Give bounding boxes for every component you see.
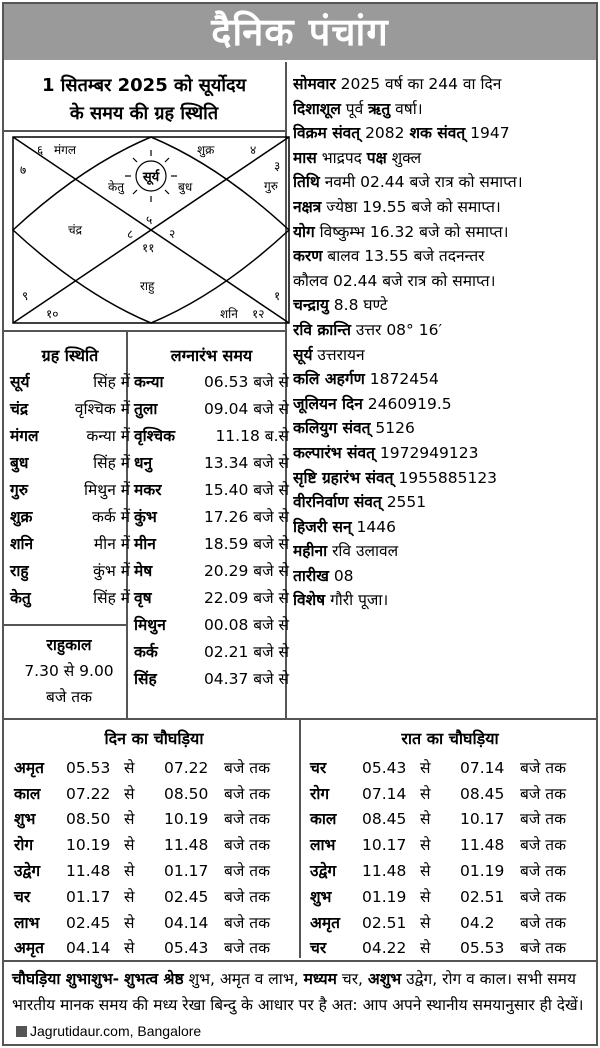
detail-line: जूलियन दिन 2460919.5	[293, 394, 452, 413]
lagna-row: मकर 15.40 बजे से	[134, 481, 289, 499]
detail-line: कौलव 02.44 बजे रात्र को समाप्त।	[293, 271, 496, 290]
detail-line: सोमवार 2025 वर्ष का 244 वा दिन	[293, 75, 502, 93]
house-number: ७	[20, 163, 27, 177]
divider-choghadiya	[299, 720, 301, 958]
detail-line: कलि अहर्गण 1872454	[293, 370, 439, 389]
house-number: ४	[250, 143, 257, 157]
rahukaal-suffix: बजे तक	[45, 688, 93, 706]
sun-label: सूर्य	[142, 170, 160, 185]
choghadiya-row: शुभ 08.50 से 10.19 बजे तक	[14, 810, 271, 829]
lagna-row: मेष 20.29 बजे से	[134, 562, 289, 580]
detail-line: सृष्टि ग्रहारंभ संवत् 1955885123	[293, 468, 498, 487]
detail-line: सूर्य उत्तरायन	[293, 345, 365, 364]
graha-row: राहु कुंभ में	[10, 562, 130, 580]
choghadiya-row: शुभ 01.19 से 02.51 बजे तक	[310, 887, 567, 906]
brand-name: Jagrutidaur.com, Bangalore	[30, 1023, 202, 1039]
detail-line: हिजरी सन् 1446	[293, 517, 396, 536]
lagna-row: कर्क 02.21 बजे से	[134, 643, 289, 661]
planet-label: राहु	[140, 279, 155, 293]
planet-label: चंद्र	[68, 223, 82, 237]
choghadiya-row: उद्वेग 11.48 से 01.19 बजे तक	[310, 861, 567, 880]
rahukaal-box	[10, 632, 128, 710]
detail-line: करण बालव 13.55 बजे तदनन्तर	[293, 247, 485, 266]
lagna-row: मीन 18.59 बजे से	[134, 535, 289, 553]
divider-under-chart	[4, 330, 285, 332]
lagnarambh-table	[134, 342, 289, 693]
lagna-row: तुला 09.04 बजे से	[134, 400, 289, 418]
detail-line: रवि क्रान्ति उत्तर 08° 16′	[293, 320, 442, 339]
rahukaal-heading: राहुकाल	[46, 636, 92, 654]
detail-line: तारीख 08	[293, 566, 354, 585]
house-number: ३	[274, 159, 281, 173]
graha-row: केतु सिंह में	[10, 589, 130, 607]
divider-under-heading	[4, 130, 285, 132]
choghadiya-row: अमृत 04.14 से 05.43 बजे तक	[14, 939, 271, 958]
house-number: २	[169, 227, 176, 241]
graha-row: शुक्र कर्क में	[10, 508, 130, 526]
lagna-row: मिथुन 00.08 बजे से	[134, 616, 289, 634]
detail-line: विक्रम संवत् 2082 शक संवत् 1947	[293, 124, 510, 143]
detail-line: मास भाद्रपद पक्ष शुक्ल	[293, 148, 422, 167]
choghadiya-row: अमृत 05.53 से 07.22 बजे तक	[14, 758, 271, 777]
night-choghadiya	[310, 726, 590, 962]
choghadiya-row: चर 04.22 से 05.53 बजे तक	[310, 939, 567, 958]
footer-note: चौघड़िया शुभाशुभ- शुभत्व श्रेष्ठ शुभ, अमृत व लाभ, मध्यम चर, अशुभ उद्वेग, रोग व काल। सभी समय भारतीय मानक समय की मध्य रेखा बिन्दु के आधार पर है अत: आप अपने स्थानीय समयानुसार ही देखें।Jagrutidaur.com, Bangalore	[12, 970, 584, 1039]
house-number: १०	[46, 307, 59, 321]
panchang-page	[2, 2, 598, 1046]
detail-line: वीरनिर्वाण संवत् 2551	[293, 493, 427, 512]
lagna-row: धनु 13.34 बजे से	[134, 454, 289, 472]
choghadiya-row: अमृत 02.51 से 04.2 बजे तक	[310, 913, 567, 932]
house-number: १२	[252, 307, 265, 321]
divider-rahukaal	[4, 624, 126, 626]
planet-label: शनि	[220, 307, 238, 321]
planet-label: मंगल	[54, 143, 77, 157]
choghadiya-row: लाभ 10.17 से 11.48 बजे तक	[310, 836, 567, 855]
lagna-row: वृश्चिक 11.18 ब.से	[134, 427, 289, 445]
lagna-row: वृष 22.09 बजे से	[134, 589, 289, 607]
house-number: ९	[22, 289, 29, 303]
choghadiya-row: रोग 07.14 से 08.45 बजे तक	[310, 784, 567, 803]
day-choghadiya-heading: दिन का चौघड़िया	[104, 729, 204, 748]
choghadiya-row: रोग 10.19 से 11.48 बजे तक	[14, 836, 271, 855]
house-number: ६	[37, 143, 44, 157]
choghadiya-row: लाभ 02.45 से 04.14 बजे तक	[14, 913, 271, 932]
lagna-row: कुंभ 17.26 बजे से	[134, 508, 289, 526]
graha-row: मंगल कन्या में	[10, 427, 130, 445]
choghadiya-row: काल 08.45 से 10.17 बजे तक	[310, 810, 567, 829]
house-number: ११	[142, 241, 155, 255]
graha-row: गुरु मिथुन में	[10, 481, 130, 499]
choghadiya-row: चर 01.17 से 02.45 बजे तक	[14, 887, 271, 906]
graha-row: शनि मीन में	[10, 535, 130, 553]
rahukaal-time: 7.30 से 9.00	[24, 662, 114, 680]
lagna-heading: लग्नारंभ समय	[170, 346, 253, 365]
detail-line: नक्षत्र ज्येष्ठा 19.55 बजे को समाप्त।	[293, 197, 501, 216]
house-number: ५	[146, 213, 153, 227]
choghadiya-row: चर 05.43 से 07.14 बजे तक	[310, 758, 567, 777]
planet-label: केतु	[108, 180, 125, 194]
planet-label: शुक्र	[197, 143, 215, 157]
graha-row: चंद्र वृश्चिक में	[10, 400, 130, 418]
brand-square-icon	[16, 1026, 27, 1037]
graha-heading: ग्रह स्थिति	[41, 346, 99, 365]
detail-line: विशेष गौरी पूजा।	[293, 591, 389, 610]
detail-line: चन्द्रायु 8.8 घण्टे	[293, 296, 388, 315]
graha-row: बुध सिंह में	[10, 454, 130, 472]
lagna-row: सिंह 04.37 बजे से	[134, 670, 289, 688]
planet-label: गुरु	[264, 179, 278, 193]
detail-line: कल्पारंभ संवत् 1972949123	[293, 443, 479, 462]
lagna-row: कन्या 06.53 बजे से	[134, 373, 289, 391]
page-title: दैनिक पंचांग	[4, 4, 596, 60]
detail-line: कलियुग संवत् 5126	[293, 419, 415, 438]
detail-line: महीना रवि उलावल	[293, 542, 399, 561]
night-choghadiya-heading: रात का चौघड़िया	[401, 729, 499, 748]
detail-line: योग विष्कुम्भ 16.32 बजे को समाप्त।	[293, 222, 509, 241]
planet-label: बुध	[178, 180, 193, 194]
graha-sthiti-table	[10, 342, 130, 612]
detail-line: तिथि नवमी 02.44 बजे रात्र को समाप्त।	[293, 173, 523, 192]
panchang-details	[293, 72, 598, 613]
choghadiya-row: उद्वेग 11.48 से 01.17 बजे तक	[14, 861, 271, 880]
detail-line: दिशाशूल पूर्व ऋतु वर्षा।	[293, 99, 423, 118]
day-choghadiya	[14, 726, 294, 962]
house-number: ८	[127, 227, 134, 241]
kundli-chart	[12, 136, 290, 324]
choghadiya-row: काल 07.22 से 08.50 बजे तक	[14, 784, 271, 803]
graha-row: सूर्य सिंह में	[10, 373, 130, 391]
house-number: १	[274, 289, 281, 303]
date-heading: 1 सितम्बर 2025 को सूर्योदय के समय की ग्रह स्थिति	[41, 75, 247, 124]
